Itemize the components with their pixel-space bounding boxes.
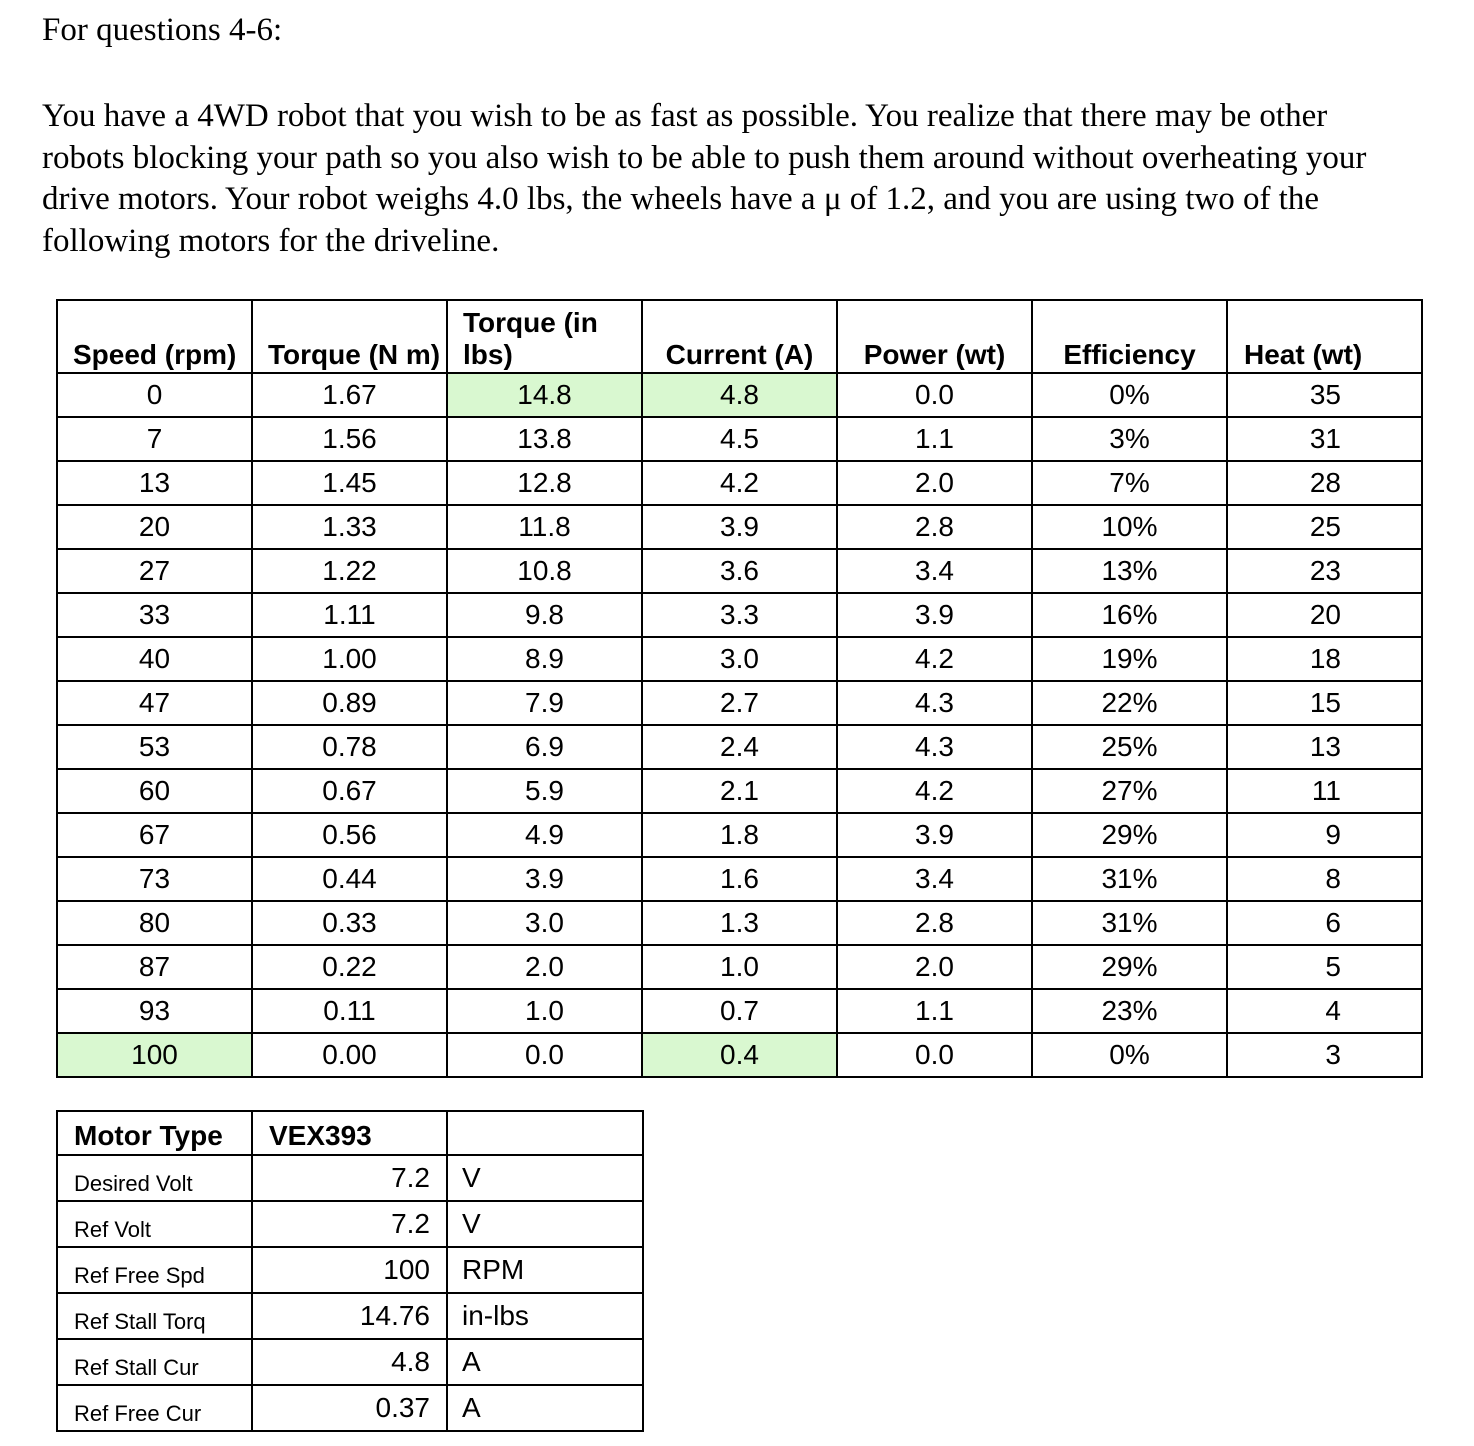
torque-inlbs-cell: 0.0 (447, 1033, 642, 1077)
speed-cell: 100 (57, 1033, 252, 1077)
spec-unit: V (447, 1201, 643, 1247)
spec-value: 14.76 (252, 1293, 447, 1339)
power-cell: 4.2 (837, 637, 1032, 681)
motor-spec-body (57, 1155, 643, 1431)
power-cell: 3.4 (837, 549, 1032, 593)
heat-cell: 6 (1227, 901, 1422, 945)
spec-value: 7.2 (252, 1201, 447, 1247)
power-cell: 3.4 (837, 857, 1032, 901)
speed-cell: 53 (57, 725, 252, 769)
spec-row (57, 1201, 643, 1247)
torque-inlbs-cell: 3.0 (447, 901, 642, 945)
heat-cell: 8 (1227, 857, 1422, 901)
torque-inlbs-cell: 10.8 (447, 549, 642, 593)
table-row (57, 637, 1422, 681)
torque-inlbs-cell: 14.8 (447, 373, 642, 417)
heat-cell: 11 (1227, 769, 1422, 813)
current-cell: 4.5 (642, 417, 837, 461)
speed-cell: 93 (57, 989, 252, 1033)
torque-inlbs-cell: 2.0 (447, 945, 642, 989)
power-cell: 4.2 (837, 769, 1032, 813)
spec-label: Ref Free Cur (57, 1385, 252, 1431)
efficiency-cell: 7% (1032, 461, 1227, 505)
torque-nm-cell: 0.44 (252, 857, 447, 901)
torque-nm-cell: 0.33 (252, 901, 447, 945)
efficiency-cell: 31% (1032, 857, 1227, 901)
efficiency-cell: 16% (1032, 593, 1227, 637)
table-row (57, 461, 1422, 505)
power-cell: 2.8 (837, 505, 1032, 549)
torque-nm-cell: 0.89 (252, 681, 447, 725)
efficiency-cell: 0% (1032, 373, 1227, 417)
speed-cell: 0 (57, 373, 252, 417)
table-row (57, 373, 1422, 417)
heat-cell: 28 (1227, 461, 1422, 505)
torque-nm-cell: 1.22 (252, 549, 447, 593)
heat-cell: 9 (1227, 813, 1422, 857)
speed-cell: 47 (57, 681, 252, 725)
torque-inlbs-cell: 9.8 (447, 593, 642, 637)
speed-header: Speed (rpm) (57, 300, 252, 373)
spec-unit: RPM (447, 1247, 643, 1293)
power-cell: 2.8 (837, 901, 1032, 945)
heat-cell: 13 (1227, 725, 1422, 769)
spec-value: 100 (252, 1247, 447, 1293)
torque-inlbs-cell: 8.9 (447, 637, 642, 681)
torque-nm-cell: 0.78 (252, 725, 447, 769)
heat-cell: 25 (1227, 505, 1422, 549)
motor-type-value: VEX393 (252, 1111, 447, 1155)
torque-nm-cell: 1.00 (252, 637, 447, 681)
efficiency-cell: 25% (1032, 725, 1227, 769)
table-row (57, 417, 1422, 461)
heat-cell: 4 (1227, 989, 1422, 1033)
motor-type-row (57, 1111, 643, 1155)
efficiency-cell: 0% (1032, 1033, 1227, 1077)
power-cell: 4.3 (837, 725, 1032, 769)
efficiency-cell: 22% (1032, 681, 1227, 725)
efficiency-cell: 19% (1032, 637, 1227, 681)
power-cell: 0.0 (837, 1033, 1032, 1077)
table-row (57, 769, 1422, 813)
speed-cell: 67 (57, 813, 252, 857)
current-header: Current (A) (642, 300, 837, 373)
efficiency-cell: 13% (1032, 549, 1227, 593)
efficiency-cell: 29% (1032, 945, 1227, 989)
table-row (57, 549, 1422, 593)
efficiency-cell: 31% (1032, 901, 1227, 945)
torque-nm-cell: 0.67 (252, 769, 447, 813)
torque-nm-cell: 1.45 (252, 461, 447, 505)
current-cell: 0.7 (642, 989, 837, 1033)
efficiency-header: Efficiency (1032, 300, 1227, 373)
heat-cell: 20 (1227, 593, 1422, 637)
spec-value: 0.37 (252, 1385, 447, 1431)
table-row (57, 989, 1422, 1033)
efficiency-cell: 29% (1032, 813, 1227, 857)
torque-nm-header: Torque (N m) (252, 300, 447, 373)
heat-cell: 3 (1227, 1033, 1422, 1077)
current-cell: 1.3 (642, 901, 837, 945)
speed-cell: 7 (57, 417, 252, 461)
torque-nm-cell: 1.56 (252, 417, 447, 461)
table-row (57, 945, 1422, 989)
table-row (57, 505, 1422, 549)
torque-nm-cell: 0.56 (252, 813, 447, 857)
heat-cell: 5 (1227, 945, 1422, 989)
torque-nm-cell: 0.00 (252, 1033, 447, 1077)
current-cell: 0.4 (642, 1033, 837, 1077)
torque-inlbs-cell: 12.8 (447, 461, 642, 505)
heat-cell: 23 (1227, 549, 1422, 593)
problem-statement: You have a 4WD robot that you wish to be as fast as possible. You realize that there may be other robots blocking your path so you also wish to be able to push them around without overheating your drive motors. Your robot weighs 4.0 lbs, the wheels have a μ of 1.2, and you are using two of the following motors for the driveline. (42, 98, 1367, 259)
power-cell: 1.1 (837, 989, 1032, 1033)
spec-label: Ref Free Spd (57, 1247, 252, 1293)
torque-inlbs-cell: 6.9 (447, 725, 642, 769)
spec-value: 4.8 (252, 1339, 447, 1385)
torque-inlbs-cell: 4.9 (447, 813, 642, 857)
power-cell: 0.0 (837, 373, 1032, 417)
performance-table-body (57, 373, 1422, 1077)
spec-label: Ref Stall Cur (57, 1339, 252, 1385)
spec-row (57, 1247, 643, 1293)
power-cell: 3.9 (837, 593, 1032, 637)
current-cell: 4.8 (642, 373, 837, 417)
table-row (57, 725, 1422, 769)
efficiency-cell: 10% (1032, 505, 1227, 549)
power-cell: 1.1 (837, 417, 1032, 461)
current-cell: 1.6 (642, 857, 837, 901)
spec-label: Ref Volt (57, 1201, 252, 1247)
spec-unit: A (447, 1385, 643, 1431)
heat-cell: 31 (1227, 417, 1422, 461)
speed-cell: 60 (57, 769, 252, 813)
spec-label: Desired Volt (57, 1155, 252, 1201)
table-row (57, 857, 1422, 901)
spec-row (57, 1293, 643, 1339)
spec-unit: in-lbs (447, 1293, 643, 1339)
torque-inlbs-cell: 13.8 (447, 417, 642, 461)
current-cell: 3.3 (642, 593, 837, 637)
torque-nm-cell: 1.33 (252, 505, 447, 549)
heat-cell: 18 (1227, 637, 1422, 681)
table-row (57, 813, 1422, 857)
spec-row (57, 1155, 643, 1201)
torque-inlbs-cell: 5.9 (447, 769, 642, 813)
speed-cell: 80 (57, 901, 252, 945)
power-cell: 2.0 (837, 945, 1032, 989)
heat-cell: 15 (1227, 681, 1422, 725)
torque-inlbs-cell: 1.0 (447, 989, 642, 1033)
heat-header: Heat (wt) (1227, 300, 1422, 373)
table-row (57, 901, 1422, 945)
current-cell: 3.6 (642, 549, 837, 593)
speed-cell: 87 (57, 945, 252, 989)
motor-performance-table (56, 299, 1423, 1078)
power-cell: 3.9 (837, 813, 1032, 857)
current-cell: 2.1 (642, 769, 837, 813)
motor-type-empty-cell (447, 1111, 643, 1155)
performance-header-row (57, 300, 1422, 373)
torque-nm-cell: 0.22 (252, 945, 447, 989)
motor-type-label: Motor Type (57, 1111, 252, 1155)
table-row (57, 593, 1422, 637)
table-row (57, 681, 1422, 725)
torque-inlbs-header: Torque (in lbs) (447, 300, 642, 373)
current-cell: 1.8 (642, 813, 837, 857)
speed-cell: 20 (57, 505, 252, 549)
current-cell: 3.9 (642, 505, 837, 549)
torque-inlbs-cell: 7.9 (447, 681, 642, 725)
spec-row (57, 1385, 643, 1431)
spec-unit: V (447, 1155, 643, 1201)
heat-cell: 35 (1227, 373, 1422, 417)
power-header: Power (wt) (837, 300, 1032, 373)
speed-cell: 73 (57, 857, 252, 901)
speed-cell: 40 (57, 637, 252, 681)
efficiency-cell: 3% (1032, 417, 1227, 461)
questions-heading: For questions 4-6: (42, 12, 283, 48)
torque-inlbs-cell: 11.8 (447, 505, 642, 549)
spec-row (57, 1339, 643, 1385)
speed-cell: 33 (57, 593, 252, 637)
table-row (57, 1033, 1422, 1077)
power-cell: 2.0 (837, 461, 1032, 505)
torque-nm-cell: 1.11 (252, 593, 447, 637)
torque-nm-cell: 0.11 (252, 989, 447, 1033)
torque-inlbs-cell: 3.9 (447, 857, 642, 901)
motor-spec-table (56, 1110, 644, 1432)
current-cell: 2.4 (642, 725, 837, 769)
efficiency-cell: 27% (1032, 769, 1227, 813)
speed-cell: 13 (57, 461, 252, 505)
speed-cell: 27 (57, 549, 252, 593)
current-cell: 2.7 (642, 681, 837, 725)
spec-value: 7.2 (252, 1155, 447, 1201)
current-cell: 1.0 (642, 945, 837, 989)
current-cell: 4.2 (642, 461, 837, 505)
spec-unit: A (447, 1339, 643, 1385)
current-cell: 3.0 (642, 637, 837, 681)
torque-nm-cell: 1.67 (252, 373, 447, 417)
power-cell: 4.3 (837, 681, 1032, 725)
efficiency-cell: 23% (1032, 989, 1227, 1033)
spec-label: Ref Stall Torq (57, 1293, 252, 1339)
